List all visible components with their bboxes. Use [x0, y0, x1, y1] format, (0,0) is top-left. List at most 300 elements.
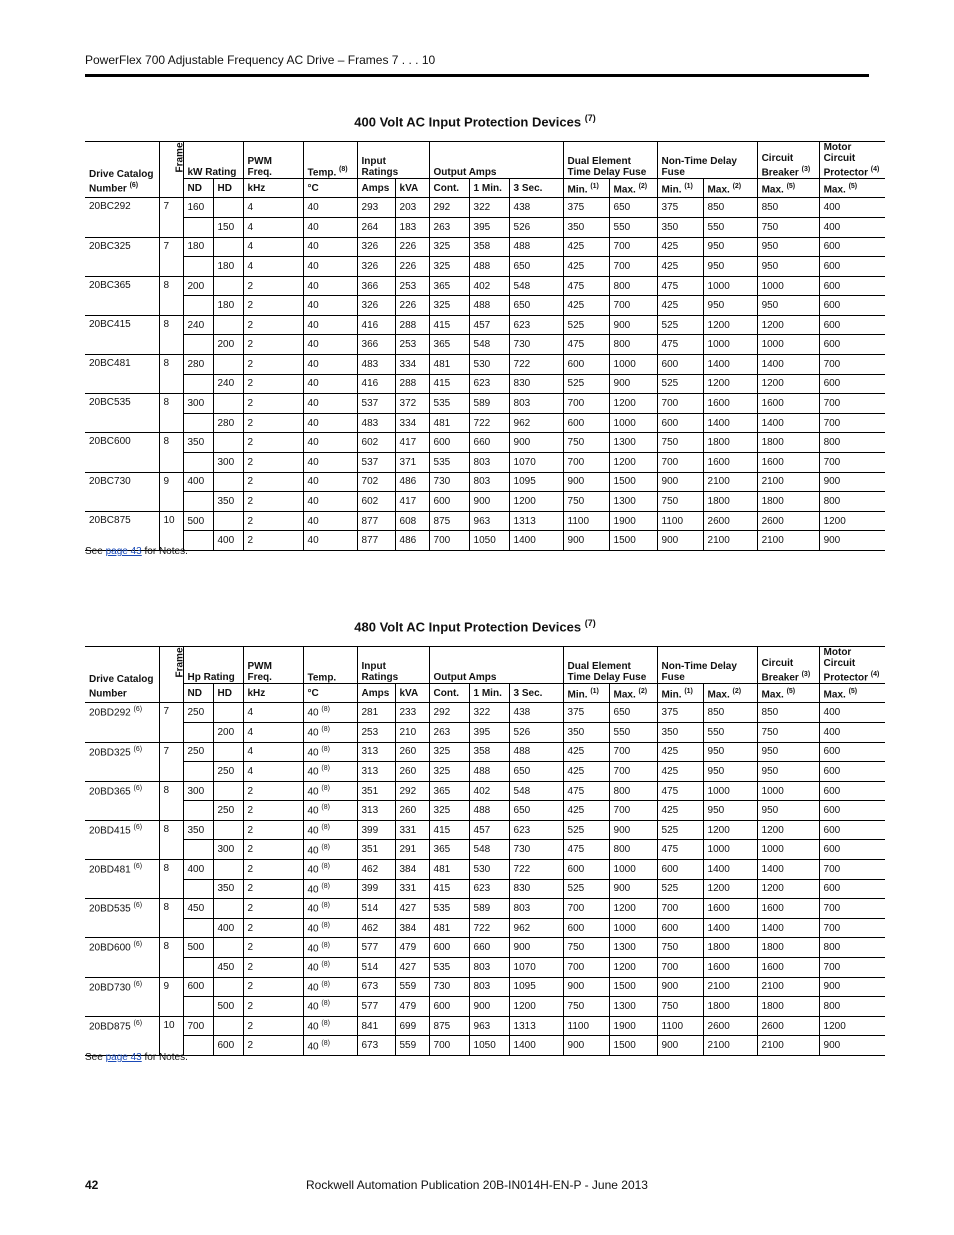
cell-cont: 292: [429, 703, 469, 723]
table-480-title: 480 Volt AC Input Protection Devices $^{(7)}$: [354, 618, 596, 635]
cell-mmax: 700: [819, 453, 885, 473]
cell-temp: 40 $^{(8)}$: [303, 1016, 357, 1036]
cell-nmin: 425: [657, 237, 703, 257]
cell-kva: 417: [395, 492, 429, 512]
cell-hd: [213, 977, 243, 997]
cell-amps: 877: [357, 511, 395, 531]
cell-bmax: 2600: [757, 511, 819, 531]
cell-amps: 416: [357, 315, 395, 335]
cell-cont: 292: [429, 198, 469, 218]
cell-kva: 233: [395, 703, 429, 723]
cell-amps: 326: [357, 257, 395, 277]
cell-nd: [183, 801, 213, 821]
cell-cont: 535: [429, 958, 469, 978]
drive-catalog-number: 20BC415: [85, 315, 159, 354]
cell-temp: 40 $^{(8)}$: [303, 860, 357, 880]
cell-amps: 313: [357, 762, 395, 782]
cell-temp: 40 $^{(8)}$: [303, 918, 357, 938]
cell-cont: 263: [429, 217, 469, 237]
drive-catalog-number: 20BC535: [85, 394, 159, 433]
cell-fmin: 525: [563, 820, 609, 840]
cell-fmin: 900: [563, 977, 609, 997]
frame-value: 8: [159, 315, 183, 354]
cell-temp: 40: [303, 237, 357, 257]
table-row: [85, 315, 885, 335]
cell-mmax: 600: [819, 742, 885, 762]
cell-pwm: 2: [243, 899, 303, 919]
cell-m1: 803: [469, 472, 509, 492]
cell-mmax: 1200: [819, 1016, 885, 1036]
cell-temp: 40 $^{(8)}$: [303, 722, 357, 742]
cell-pwm: 4: [243, 217, 303, 237]
cell-mmax: 600: [819, 820, 885, 840]
cell-fmin: 525: [563, 315, 609, 335]
cell-s3: 526: [509, 722, 563, 742]
col-head-hd: HD: [213, 684, 243, 703]
cell-fmax: 1500: [609, 472, 657, 492]
cell-bmax: 1800: [757, 433, 819, 453]
cell-mmax: 600: [819, 762, 885, 782]
cell-fmax: 900: [609, 820, 657, 840]
cell-pwm: 4: [243, 722, 303, 742]
cell-hd: 350: [213, 879, 243, 899]
col-head-catalog: Drive Catalog Number $^{(6)}$: [85, 142, 159, 198]
cell-m1: 402: [469, 781, 509, 801]
cell-fmax: 1300: [609, 433, 657, 453]
cell-s3: 830: [509, 374, 563, 394]
cell-mmax: 400: [819, 722, 885, 742]
col-head-fmax: Max. $^{(2)}$: [609, 684, 657, 703]
cell-nmax: 950: [703, 257, 757, 277]
cell-nmin: 525: [657, 879, 703, 899]
cell-amps: 366: [357, 276, 395, 296]
running-header: PowerFlex 700 Adjustable Frequency AC Drive – Frames 7 . . . 10: [85, 53, 436, 67]
cell-m1: 358: [469, 237, 509, 257]
col-head-catalog: Drive Catalog Number: [85, 647, 159, 703]
frame-value: 7: [159, 703, 183, 742]
cell-nmin: 750: [657, 997, 703, 1017]
cell-mmax: 600: [819, 781, 885, 801]
cell-s3: 650: [509, 257, 563, 277]
cell-pwm: 2: [243, 918, 303, 938]
cell-kva: 384: [395, 860, 429, 880]
cell-nmin: 375: [657, 703, 703, 723]
cell-nd: [183, 374, 213, 394]
cell-m1: 803: [469, 453, 509, 473]
cell-s3: 488: [509, 237, 563, 257]
cell-nd: [183, 762, 213, 782]
frame-value: 7: [159, 237, 183, 276]
cell-nmin: 425: [657, 801, 703, 821]
cell-bmax: 850: [757, 198, 819, 218]
cell-s3: 488: [509, 742, 563, 762]
cell-pwm: 2: [243, 531, 303, 551]
cell-mmax: 600: [819, 879, 885, 899]
table-row: [85, 958, 885, 978]
cell-fmin: 475: [563, 276, 609, 296]
cell-hd: 240: [213, 374, 243, 394]
cell-nmin: 425: [657, 742, 703, 762]
cell-fmax: 1900: [609, 511, 657, 531]
drive-catalog-number: 20BC730: [85, 472, 159, 511]
cell-cont: 535: [429, 394, 469, 414]
cell-m1: 395: [469, 217, 509, 237]
cell-temp: 40: [303, 315, 357, 335]
page-43-link[interactable]: page 43: [105, 1052, 142, 1063]
cell-cont: 325: [429, 742, 469, 762]
col-head-mmax: Max. $^{(5)}$: [819, 179, 885, 198]
col-head-min1: 1 Min.: [469, 179, 509, 198]
cell-temp: 40: [303, 276, 357, 296]
cell-bmax: 1400: [757, 860, 819, 880]
cell-mmax: 600: [819, 374, 885, 394]
drive-catalog-number: 20BC325: [85, 237, 159, 276]
cell-kva: 260: [395, 801, 429, 821]
cell-mmax: 600: [819, 315, 885, 335]
cell-cont: 481: [429, 413, 469, 433]
cell-s3: 548: [509, 781, 563, 801]
cell-cont: 415: [429, 820, 469, 840]
cell-nmax: 1600: [703, 453, 757, 473]
col-head-ntfuse: Non-Time Delay Fuse: [657, 647, 757, 684]
cell-temp: 40 $^{(8)}$: [303, 977, 357, 997]
cell-temp: 40 $^{(8)}$: [303, 703, 357, 723]
cell-cont: 535: [429, 899, 469, 919]
cell-fmin: 525: [563, 879, 609, 899]
col-head-min1: 1 Min.: [469, 684, 509, 703]
col-head-fmin: Min. $^{(1)}$: [563, 684, 609, 703]
col-head-pwm: PWM Freq.: [243, 647, 303, 684]
cell-temp: 40: [303, 355, 357, 375]
col-head-temp: Temp.: [303, 647, 357, 684]
cell-cont: 600: [429, 938, 469, 958]
cell-m1: 395: [469, 722, 509, 742]
cell-hd: 500: [213, 997, 243, 1017]
cell-mmax: 700: [819, 899, 885, 919]
cell-fmax: 1200: [609, 394, 657, 414]
cell-amps: 577: [357, 938, 395, 958]
cell-nmax: 950: [703, 762, 757, 782]
col-head-sec3: 3 Sec.: [509, 684, 563, 703]
cell-hd: 180: [213, 257, 243, 277]
table-row: [85, 394, 885, 414]
cell-amps: 462: [357, 860, 395, 880]
cell-bmax: 950: [757, 762, 819, 782]
cell-hd: 400: [213, 918, 243, 938]
cell-nmax: 1600: [703, 394, 757, 414]
table-row: [85, 820, 885, 840]
table-row: [85, 977, 885, 997]
cell-nd: 600: [183, 977, 213, 997]
cell-nd: 250: [183, 703, 213, 723]
cell-nmax: 1400: [703, 355, 757, 375]
publication-info: Rockwell Automation Publication 20B-IN014H-EN-P - June 2013: [306, 1178, 648, 1192]
cell-kva: 260: [395, 742, 429, 762]
drive-catalog-number: 20BD730 $^{(6)}$: [85, 977, 159, 1016]
cell-hd: 150: [213, 217, 243, 237]
cell-mmax: 700: [819, 918, 885, 938]
cell-hd: 180: [213, 296, 243, 316]
table-400v-protection: [85, 141, 885, 551]
cell-amps: 877: [357, 531, 395, 551]
cell-hd: [213, 276, 243, 296]
cell-nd: [183, 453, 213, 473]
col-head-breaker: Circuit Breaker $^{(3)}$: [757, 142, 819, 179]
cell-fmax: 550: [609, 217, 657, 237]
cell-fmin: 900: [563, 472, 609, 492]
col-head-ntfuse: Non-Time Delay Fuse: [657, 142, 757, 179]
cell-nd: 700: [183, 1016, 213, 1036]
cell-fmax: 900: [609, 374, 657, 394]
cell-nmax: 1200: [703, 315, 757, 335]
col-head-temp: Temp. $^{(8)}$: [303, 142, 357, 179]
col-head-output: Output Amps: [429, 647, 563, 684]
cell-nmax: 2600: [703, 511, 757, 531]
cell-nmax: 1600: [703, 958, 757, 978]
cell-bmax: 2100: [757, 531, 819, 551]
cell-kva: 203: [395, 198, 429, 218]
cell-s3: 722: [509, 355, 563, 375]
cell-fmin: 700: [563, 394, 609, 414]
cell-mmax: 800: [819, 433, 885, 453]
cell-kva: 417: [395, 433, 429, 453]
cell-fmin: 425: [563, 257, 609, 277]
cell-s3: 650: [509, 762, 563, 782]
table-400-note: See page 43 for Notes.: [85, 546, 188, 557]
cell-pwm: 4: [243, 237, 303, 257]
cell-pwm: 2: [243, 394, 303, 414]
table-row: [85, 453, 885, 473]
cell-s3: 1313: [509, 511, 563, 531]
drive-catalog-number: 20BC600: [85, 433, 159, 472]
table-row: [85, 781, 885, 801]
cell-fmax: 700: [609, 296, 657, 316]
cell-bmax: 1800: [757, 938, 819, 958]
frame-value: 8: [159, 820, 183, 859]
cell-pwm: 2: [243, 860, 303, 880]
cell-kva: 331: [395, 820, 429, 840]
cell-mmax: 700: [819, 355, 885, 375]
table-row: [85, 860, 885, 880]
cell-hd: [213, 742, 243, 762]
col-head-nmin: Min. $^{(1)}$: [657, 684, 703, 703]
cell-cont: 700: [429, 531, 469, 551]
cell-nmax: 1000: [703, 840, 757, 860]
cell-kva: 427: [395, 899, 429, 919]
cell-nmax: 850: [703, 703, 757, 723]
cell-fmax: 700: [609, 257, 657, 277]
cell-cont: 263: [429, 722, 469, 742]
cell-cont: 365: [429, 335, 469, 355]
cell-fmin: 425: [563, 296, 609, 316]
cell-temp: 40: [303, 511, 357, 531]
cell-nmax: 1800: [703, 433, 757, 453]
cell-s3: 438: [509, 703, 563, 723]
cell-temp: 40 $^{(8)}$: [303, 781, 357, 801]
col-head-bmax: Max. $^{(5)}$: [757, 179, 819, 198]
cell-kva: 226: [395, 296, 429, 316]
cell-kva: 288: [395, 374, 429, 394]
cell-bmax: 1200: [757, 879, 819, 899]
cell-nmin: 750: [657, 938, 703, 958]
cell-fmin: 700: [563, 958, 609, 978]
col-head-sec3: 3 Sec.: [509, 179, 563, 198]
cell-hd: [213, 820, 243, 840]
cell-amps: 253: [357, 722, 395, 742]
cell-temp: 40: [303, 198, 357, 218]
cell-fmax: 800: [609, 781, 657, 801]
drive-catalog-number: 20BD600 $^{(6)}$: [85, 938, 159, 977]
cell-cont: 535: [429, 453, 469, 473]
cell-hd: 300: [213, 840, 243, 860]
col-head-frame: Frame: [159, 142, 183, 198]
cell-amps: 264: [357, 217, 395, 237]
cell-nmin: 475: [657, 276, 703, 296]
cell-pwm: 2: [243, 315, 303, 335]
table-row: [85, 742, 885, 762]
cell-fmin: 600: [563, 918, 609, 938]
col-head-kva: kVA: [395, 179, 429, 198]
table-row: [85, 492, 885, 512]
cell-pwm: 2: [243, 1036, 303, 1056]
cell-mmax: 600: [819, 237, 885, 257]
cell-bmax: 950: [757, 257, 819, 277]
cell-bmax: 1400: [757, 355, 819, 375]
cell-nmax: 950: [703, 801, 757, 821]
cell-s3: 1095: [509, 472, 563, 492]
cell-mmax: 900: [819, 1036, 885, 1056]
cell-nmin: 600: [657, 918, 703, 938]
cell-nmin: 525: [657, 315, 703, 335]
cell-mmax: 900: [819, 472, 885, 492]
frame-value: 9: [159, 472, 183, 511]
cell-fmax: 800: [609, 335, 657, 355]
cell-m1: 548: [469, 335, 509, 355]
cell-kva: 292: [395, 781, 429, 801]
cell-fmax: 1500: [609, 531, 657, 551]
cell-nmin: 900: [657, 472, 703, 492]
table-row: [85, 511, 885, 531]
cell-m1: 488: [469, 801, 509, 821]
cell-pwm: 2: [243, 997, 303, 1017]
cell-fmin: 375: [563, 198, 609, 218]
cell-nd: 160: [183, 198, 213, 218]
cell-nd: 500: [183, 938, 213, 958]
cell-bmax: 850: [757, 703, 819, 723]
cell-nd: 350: [183, 820, 213, 840]
cell-kva: 371: [395, 453, 429, 473]
cell-m1: 488: [469, 257, 509, 277]
cell-pwm: 2: [243, 938, 303, 958]
table-row: [85, 472, 885, 492]
col-head-breaker: Circuit Breaker $^{(3)}$: [757, 647, 819, 684]
cell-bmax: 1600: [757, 394, 819, 414]
cell-hd: [213, 198, 243, 218]
cell-nmin: 600: [657, 413, 703, 433]
cell-m1: 803: [469, 977, 509, 997]
cell-fmax: 1000: [609, 413, 657, 433]
cell-fmin: 425: [563, 801, 609, 821]
cell-m1: 1050: [469, 1036, 509, 1056]
cell-fmin: 750: [563, 997, 609, 1017]
drive-catalog-number: 20BC481: [85, 355, 159, 394]
cell-kva: 291: [395, 840, 429, 860]
cell-nmin: 700: [657, 899, 703, 919]
col-head-cont: Cont.: [429, 684, 469, 703]
table-row: [85, 198, 885, 218]
col-head-nd: ND: [183, 684, 213, 703]
cell-cont: 700: [429, 1036, 469, 1056]
cell-mmax: 600: [819, 257, 885, 277]
cell-m1: 900: [469, 492, 509, 512]
frame-value: 8: [159, 899, 183, 938]
cell-amps: 602: [357, 492, 395, 512]
col-head-mcp: Motor Circuit Protector $^{(4)}$: [819, 142, 885, 179]
col-head-input: Input Ratings: [357, 142, 429, 179]
cell-fmax: 1500: [609, 977, 657, 997]
cell-bmax: 1600: [757, 453, 819, 473]
cell-m1: 358: [469, 742, 509, 762]
cell-s3: 900: [509, 433, 563, 453]
cell-bmax: 1200: [757, 820, 819, 840]
cell-m1: 589: [469, 899, 509, 919]
cell-mmax: 800: [819, 492, 885, 512]
cell-amps: 293: [357, 198, 395, 218]
cell-s3: 526: [509, 217, 563, 237]
cell-amps: 416: [357, 374, 395, 394]
cell-nmax: 1600: [703, 899, 757, 919]
cell-kva: 372: [395, 394, 429, 414]
cell-mmax: 600: [819, 296, 885, 316]
cell-fmin: 900: [563, 1036, 609, 1056]
cell-fmax: 1300: [609, 492, 657, 512]
cell-nmin: 900: [657, 1036, 703, 1056]
table-row: [85, 722, 885, 742]
col-head-degc: °C: [303, 684, 357, 703]
cell-kva: 384: [395, 918, 429, 938]
cell-kva: 210: [395, 722, 429, 742]
cell-m1: 548: [469, 840, 509, 860]
cell-amps: 514: [357, 899, 395, 919]
col-head-input: Input Ratings: [357, 647, 429, 684]
cell-amps: 313: [357, 801, 395, 821]
cell-nmin: 700: [657, 394, 703, 414]
drive-catalog-number: 20BC365: [85, 276, 159, 315]
cell-mmax: 400: [819, 703, 885, 723]
cell-temp: 40 $^{(8)}$: [303, 899, 357, 919]
cell-m1: 900: [469, 997, 509, 1017]
cell-cont: 365: [429, 276, 469, 296]
col-head-fuse: Dual Element Time Delay Fuse: [563, 142, 657, 179]
cell-nd: [183, 335, 213, 355]
frame-value: 8: [159, 938, 183, 977]
cell-kva: 486: [395, 531, 429, 551]
cell-temp: 40: [303, 492, 357, 512]
cell-temp: 40: [303, 531, 357, 551]
cell-mmax: 900: [819, 531, 885, 551]
cell-cont: 730: [429, 472, 469, 492]
cell-nd: [183, 217, 213, 237]
page-43-link[interactable]: page 43: [105, 546, 142, 557]
cell-nd: [183, 997, 213, 1017]
col-head-output: Output Amps: [429, 142, 563, 179]
cell-s3: 1070: [509, 958, 563, 978]
drive-catalog-number: 20BD365 $^{(6)}$: [85, 781, 159, 820]
cell-nmax: 1000: [703, 335, 757, 355]
page-number: 42: [85, 1178, 99, 1192]
cell-s3: 1313: [509, 1016, 563, 1036]
cell-hd: [213, 899, 243, 919]
